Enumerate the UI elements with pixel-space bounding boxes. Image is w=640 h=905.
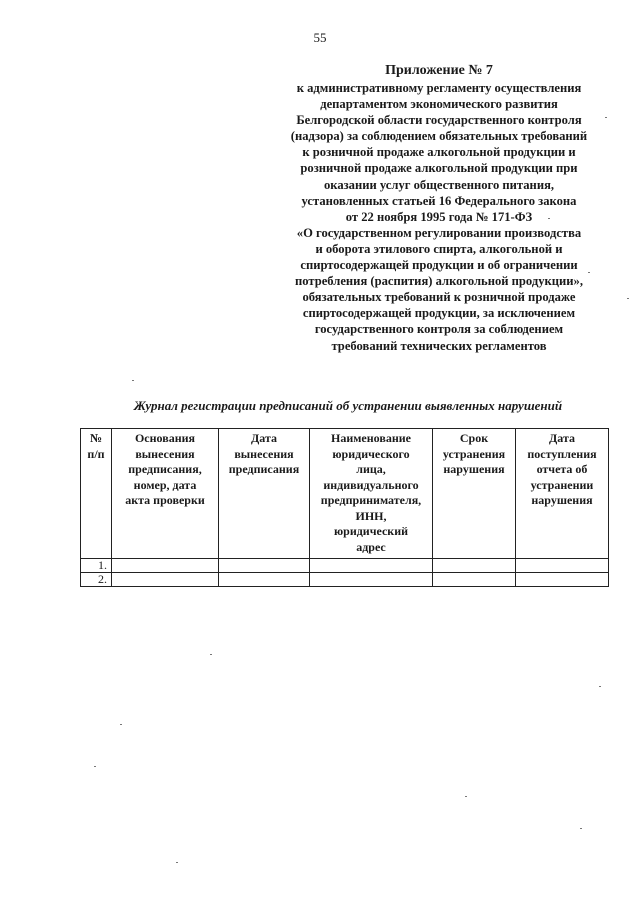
appendix-line: к розничной продаже алкогольной продукции и [302,145,576,160]
table-cell-number: 2. [81,573,112,587]
appendix-line: государственного контроля за соблюдением [314,322,564,337]
page-number: 55 [313,30,327,45]
table-cell [433,573,516,587]
appendix-line: от 22 ноября 1995 года № 171-ФЗ [345,209,533,224]
journal-table [80,428,609,587]
table-cell [219,573,310,587]
scan-speck [580,828,582,829]
appendix-line: «О государственном регулировании производства [296,225,582,240]
appendix-line: установленных статьей 16 Федерального закона [301,193,577,208]
scan-speck [588,272,590,273]
scan-speck [210,654,212,655]
appendix-line: потребления (распития) алкогольной продукции», [294,274,584,289]
table-header-row [81,429,609,559]
appendix-line: Белгородской области государственного контроля [296,113,582,128]
appendix-line: спиртосодержащей продукции, за исключением [302,306,576,321]
table-cell [310,573,433,587]
header-order-date: Дата вынесения предписания [219,429,310,559]
appendix-line: к административному регламенту осуществления [296,81,582,95]
header-entity-name: Наименование юридического лица, индивидуального предпринимателя, ИНН, юридический адрес [310,429,433,559]
appendix-line: розничной продаже алкогольной продукции при [300,161,578,176]
scan-speck [132,380,134,381]
header-deadline: Срок устранения нарушения [433,429,516,559]
appendix-line: и оборота этилового спирта, алкогольной и [315,241,563,256]
table-cell [112,559,219,573]
table-row [81,573,609,587]
table-row [81,559,609,573]
table-cell [112,573,219,587]
header-row-number: № п/п [81,429,112,559]
scan-speck [176,862,178,863]
scan-speck [120,724,122,725]
appendix-line: оказании услуг общественного питания, [323,177,555,192]
appendix-line: требований технических регламентов [331,338,547,353]
appendix-line: обязательных требований к розничной продаже [302,290,576,305]
table-cell [516,573,609,587]
scan-speck [627,298,629,299]
scan-speck [548,218,550,219]
scan-speck [605,117,607,118]
appendix-line: спиртосодержащей продукции и об ограничении [300,258,578,273]
table-cell [219,559,310,573]
appendix-title: Приложение № 7 [385,63,493,78]
table-cell [516,559,609,573]
appendix-header [268,62,610,354]
scan-speck [94,766,96,767]
journal-title: Журнал регистрации предписаний об устранении выявленных нарушений [133,398,563,413]
table-cell [433,559,516,573]
table-cell-number: 1. [81,559,112,573]
header-order-grounds: Основания вынесения предписания, номер, дата акта проверки [112,429,219,559]
header-report-date: Дата поступления отчета об устранении нарушения [516,429,609,559]
scan-speck [599,686,601,687]
appendix-line: (надзора) за соблюдением обязательных требований [290,129,588,144]
scan-speck [465,796,467,797]
table-cell [310,559,433,573]
appendix-line: департаментом экономического развития [320,97,558,112]
